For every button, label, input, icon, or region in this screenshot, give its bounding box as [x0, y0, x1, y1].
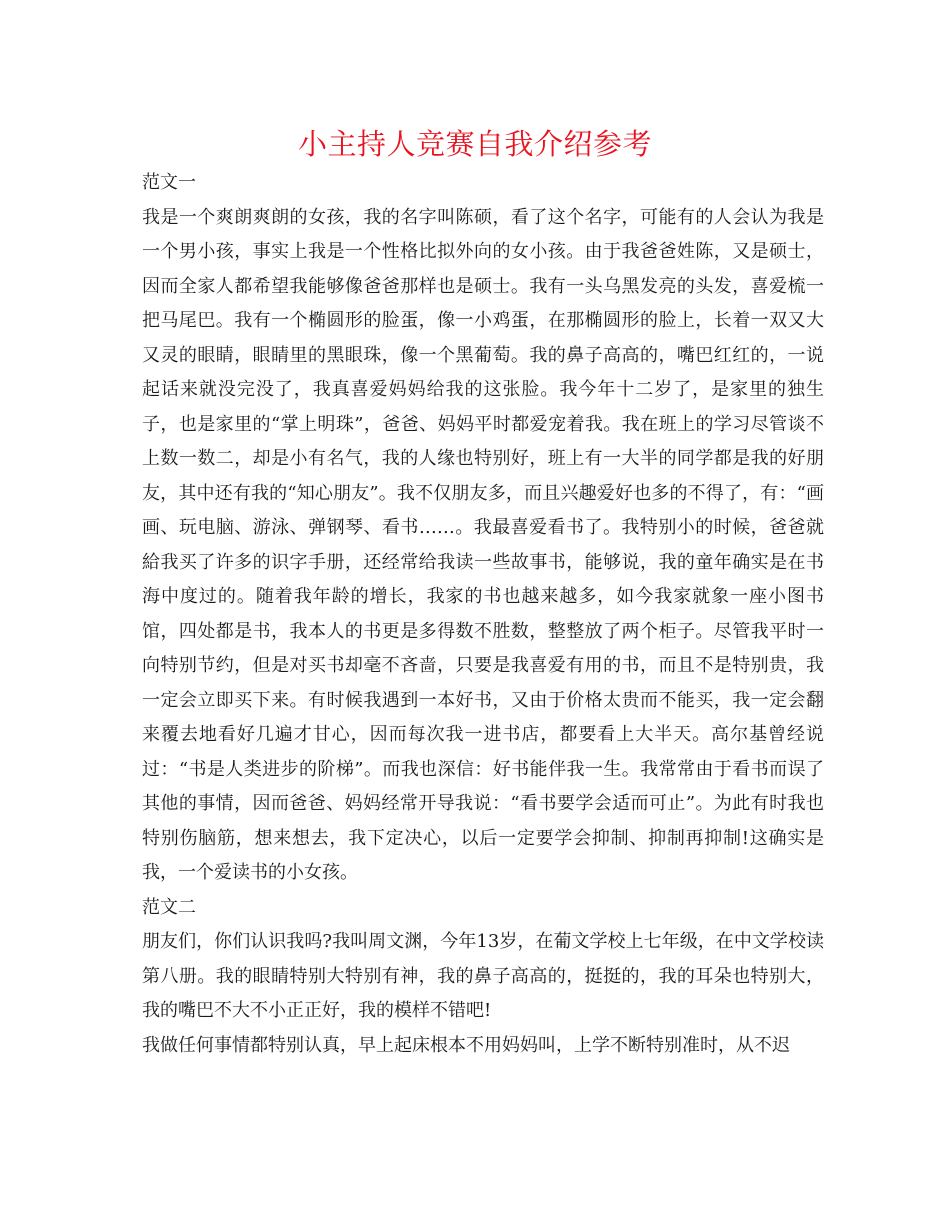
document-body: [142, 166, 824, 1063]
paragraph: 朋友们，你们认识我吗?我叫周文渊，今年13岁，在葡文学校上七年级，在中文学校读第八册。我的眼睛特别大特别有神，我的鼻子高高的，挺挺的，我的耳朵也特别大，我的嘴巴不大不小正正好，我的模样不错吧!: [142, 931, 824, 1021]
section-label-1: 范文一: [142, 172, 196, 193]
document-title: 小主持人竞赛自我介绍参考: [297, 127, 652, 161]
paragraph: 我是一个爽朗爽朗的女孩，我的名字叫陈硕，看了这个名字，可能有的人会认为我是一个男小孩，事实上我是一个性格比拟外向的女小孩。由于我爸爸姓陈，又是硕士，因而全家人都希望我能够像爸爸那样也是硕士。我有一头乌黑发亮的头发，喜爱梳一把马尾巴。我有一个椭圆形的脸蛋，像一小鸡蛋，在那椭圆形的脸上，长着一双又大又灵的眼睛，眼睛里的黑眼珠，像一个黑葡萄。我的鼻子高高的，嘴巴红红的，一说起话来就没完没了，我真喜爱妈妈给我的这张脸。我今年十二岁了，是家里的独生子，也是家里的“掌上明珠”，爸爸、妈妈平时都爱宠着我。我在班上的学习尽管谈不上数一数二，却是小有名气，我的人缘也特别好，班上有一大半的同学都是我的好朋友，其中还有我的“知心朋友”。我不仅朋友多，而且兴趣爱好也多的不得了，有：“画画、玩电脑、游泳、弹钢琴、看书……。我最喜爱看书了。我特别小的时候，爸爸就給我买了许多的识字手册，还经常给我读一些故事书，能够说，我的童年确实是在书海中度过的。随着我年龄的增长，我家的书也越来越多，如今我家就象一座小图书馆，四处都是书，我本人的书更是多得数不胜数，整整放了两个柜子。尽管我平时一向特别节约，但是对买书却毫不吝啬，只要是我喜爱有用的书，而且不是特别贵，我一定会立即买下来。有时候我遇到一本好书，又由于价格太贵而不能买，我一定会翻来覆去地看好几遍才甘心，因而每次我一进书店，都要看上大半天。高尔基曾经说过：“书是人类进步的阶梯”。而我也深信：好书能伴我一生。我常常由于看书而误了其他的事情，因而爸爸、妈妈经常开导我说：“看书要学会适而可止”。为此有时我也特别伤脑筋，想来想去，我下定决心，以后一定要学会抑制、抑制再抑制!这确实是我，一个爱读书的小女孩。: [142, 206, 824, 883]
paragraph: 我做任何事情都特别认真，早上起床根本不用妈妈叫，上学不断特别准时，从不迟: [142, 1034, 790, 1056]
section-label-2: 范文二: [142, 896, 196, 918]
